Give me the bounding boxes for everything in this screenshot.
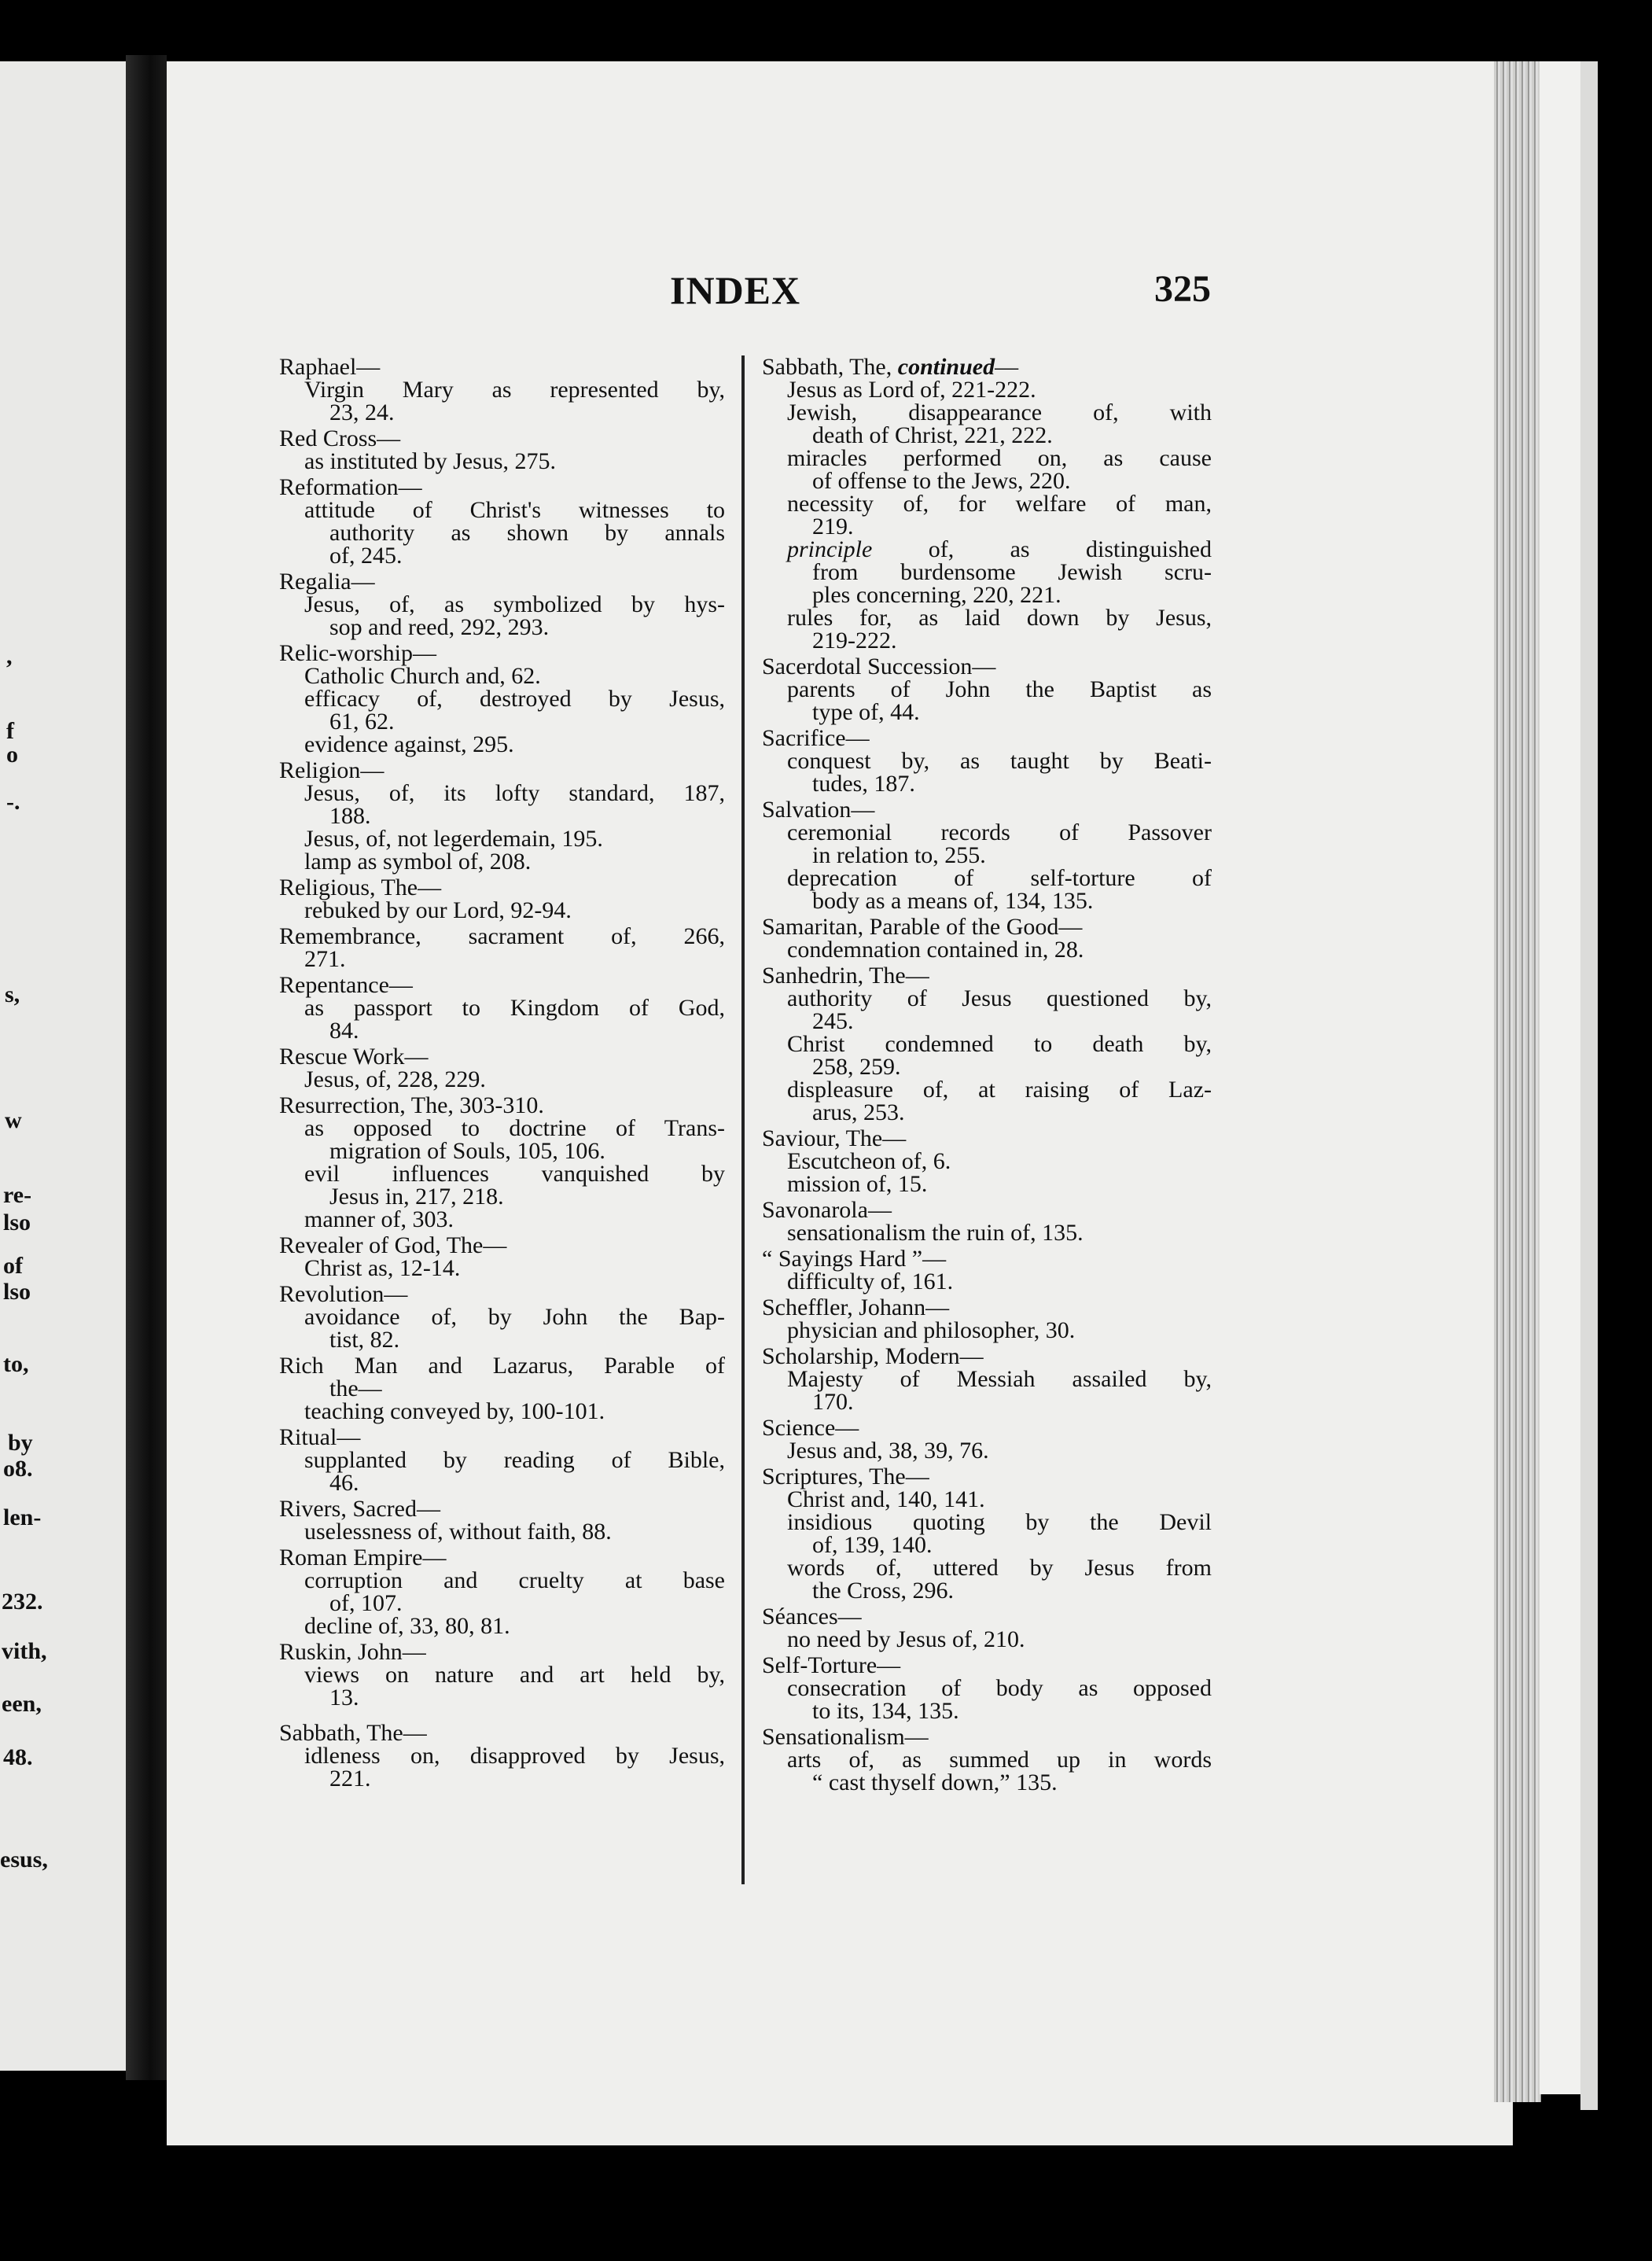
- index-subentry: words of, uttered by Jesus from: [787, 1555, 1212, 1581]
- index-subentry: necessity of, for welfare of man,: [787, 491, 1212, 517]
- index-subentry: Jesus, of, 228, 229.: [304, 1066, 486, 1092]
- index-subentry: mission of, 15.: [787, 1171, 928, 1197]
- index-continuation-line: 245.: [812, 1008, 854, 1034]
- index-continuation-line: 46.: [329, 1470, 359, 1496]
- index-heading: Red Cross—: [279, 425, 401, 451]
- index-entry: [279, 1426, 725, 1494]
- index-heading: Raphael—: [279, 354, 381, 380]
- index-subentry: miracles performed on, as cause: [787, 445, 1212, 471]
- index-continuation-line: from burdensome Jewish scru-: [812, 559, 1212, 585]
- index-continuation-line: in relation to, 255.: [812, 842, 986, 868]
- index-entry: [762, 1725, 1212, 1794]
- index-entry: [279, 1094, 725, 1231]
- index-entry: [279, 642, 725, 756]
- index-subentry: ceremonial records of Passover: [787, 819, 1212, 845]
- index-subentry: Jewish, disappearance of, with: [787, 400, 1212, 425]
- facing-page-fragment: ,: [6, 643, 13, 669]
- index-entry: [279, 355, 725, 424]
- index-heading: Scheffler, Johann—: [762, 1294, 950, 1320]
- index-entry: [762, 915, 1212, 961]
- index-subentry: Christ condemned to death by,: [787, 1031, 1212, 1057]
- index-heading: Sacrifice—: [762, 725, 870, 751]
- index-continuation-line: Jesus in, 217, 218.: [329, 1184, 504, 1210]
- index-continuation-line: the Cross, 296.: [812, 1578, 954, 1604]
- book-cover-edge: [1540, 61, 1580, 2094]
- index-heading: Savonarola—: [762, 1197, 892, 1223]
- index-entry: [762, 1296, 1212, 1342]
- index-heading: Sanhedrin, The—: [762, 963, 929, 989]
- index-subentry: as opposed to doctrine of Trans-: [304, 1115, 725, 1141]
- index-subentry: corruption and cruelty at base: [304, 1567, 725, 1593]
- index-heading: Resurrection, The, 303-310.: [279, 1092, 544, 1118]
- index-heading: Samaritan, Parable of the Good—: [762, 914, 1083, 940]
- index-continuation-line: 13.: [329, 1685, 359, 1710]
- index-heading: Ritual—: [279, 1424, 361, 1450]
- index-continuation-line: of, 139, 140.: [812, 1532, 933, 1558]
- index-subentry: as instituted by Jesus, 275.: [304, 448, 556, 474]
- index-entry: [279, 1641, 725, 1709]
- index-heading: Rich Man and Lazarus, Parable of: [279, 1353, 725, 1379]
- index-subentry: authority of Jesus questioned by,: [787, 985, 1212, 1011]
- index-subentry: decline of, 33, 80, 81.: [304, 1613, 510, 1639]
- index-heading: Salvation—: [762, 797, 875, 823]
- index-heading: Ruskin, John—: [279, 1639, 426, 1665]
- index-continuation-line: “ cast thyself down,” 135.: [812, 1769, 1058, 1795]
- index-subentry: Christ and, 140, 141.: [787, 1486, 985, 1512]
- index-heading: Religion—: [279, 757, 384, 783]
- index-heading: Sensationalism—: [762, 1724, 929, 1750]
- index-subentry: no need by Jesus of, 210.: [787, 1626, 1025, 1652]
- index-entry: [279, 925, 725, 970]
- facing-page-fragment: o8.: [3, 1456, 33, 1482]
- index-entry: [762, 1247, 1212, 1293]
- index-heading: Relic-worship—: [279, 640, 436, 666]
- index-subentry: uselessness of, without faith, 88.: [304, 1519, 612, 1545]
- index-entry: [279, 1234, 725, 1280]
- index-heading: Science—: [762, 1415, 859, 1441]
- index-subentry: principle of, as distinguished: [787, 536, 1212, 562]
- index-continuation-line: death of Christ, 221, 222.: [812, 422, 1053, 448]
- index-continuation-line: 221.: [329, 1766, 371, 1791]
- index-entry: [279, 759, 725, 873]
- index-continuation-line: migration of Souls, 105, 106.: [329, 1138, 605, 1164]
- index-column-right: [762, 355, 1212, 1797]
- index-entry: [762, 1654, 1212, 1722]
- index-heading: Sabbath, The—: [279, 1720, 427, 1746]
- facing-page-fragment: lso: [3, 1210, 31, 1235]
- page-number: 325: [1154, 268, 1211, 310]
- index-subentry: Virgin Mary as represented by,: [304, 377, 725, 403]
- index-heading: Roman Empire—: [279, 1545, 447, 1571]
- index-entry: [279, 1497, 725, 1543]
- index-subentry: consecration of body as opposed: [787, 1675, 1212, 1701]
- facing-page-fragment: vith,: [2, 1638, 47, 1664]
- index-heading: Saviour, The—: [762, 1125, 907, 1151]
- index-continuation-line: of offense to the Jews, 220.: [812, 468, 1071, 494]
- index-subentry: Jesus, of, as symbolized by hys-: [304, 591, 725, 617]
- index-subentry: views on nature and art held by,: [304, 1662, 725, 1688]
- facing-page-fragment: een,: [2, 1691, 42, 1717]
- index-column-left: [279, 355, 725, 1793]
- index-continuation-line: 219-222.: [812, 628, 897, 654]
- index-subentry: rebuked by our Lord, 92-94.: [304, 897, 572, 923]
- index-entry: [762, 727, 1212, 795]
- facing-page-fragment: o: [6, 742, 18, 768]
- index-subentry: Jesus and, 38, 39, 76.: [787, 1438, 989, 1464]
- index-subentry: Jesus, of, not legerdemain, 195.: [304, 826, 603, 852]
- index-continuation-line: body as a means of, 134, 135.: [812, 888, 1094, 914]
- index-heading: Sacerdotal Succession—: [762, 654, 996, 679]
- index-heading: Reformation—: [279, 474, 422, 500]
- index-heading: Regalia—: [279, 569, 375, 595]
- running-head: [275, 267, 1211, 315]
- index-heading: Scholarship, Modern—: [762, 1343, 984, 1369]
- facing-page-fragment: s,: [5, 981, 20, 1007]
- index-subentry: Christ as, 12-14.: [304, 1255, 461, 1281]
- index-subentry: lamp as symbol of, 208.: [304, 849, 532, 875]
- index-entry: [762, 355, 1212, 652]
- index-heading: Rescue Work—: [279, 1044, 429, 1070]
- index-continuation-line: sop and reed, 292, 293.: [329, 614, 550, 640]
- index-subentry: 271.: [304, 946, 346, 972]
- index-heading: Remembrance, sacrament of, 266,: [279, 923, 725, 949]
- index-continuation-line: the—: [329, 1375, 382, 1401]
- book-gutter: [126, 55, 167, 2080]
- index-entry: [762, 798, 1212, 912]
- index-entry: [762, 1127, 1212, 1195]
- index-heading: Repentance—: [279, 972, 413, 998]
- index-subentry: condemnation contained in, 28.: [787, 937, 1084, 963]
- index-continuation-line: 188.: [329, 803, 371, 829]
- index-subentry: supplanted by reading of Bible,: [304, 1447, 725, 1473]
- index-subentry: arts of, as summed up in words: [787, 1747, 1212, 1773]
- facing-page-fragment: to,: [3, 1351, 29, 1377]
- index-subentry: teaching conveyed by, 100-101.: [304, 1398, 605, 1424]
- index-continuation-line: 219.: [812, 514, 854, 539]
- index-subentry: attitude of Christ's witnesses to: [304, 497, 725, 523]
- index-continuation-line: type of, 44.: [812, 699, 920, 725]
- index-subentry: Majesty of Messiah assailed by,: [787, 1366, 1212, 1392]
- index-entry: [279, 1722, 725, 1790]
- index-entry: [279, 1354, 725, 1423]
- facing-page-fragment: len-: [3, 1504, 42, 1530]
- index-heading: Scriptures, The—: [762, 1464, 929, 1490]
- index-heading: Sabbath, The, continued—: [762, 354, 1019, 380]
- index-entry: [279, 570, 725, 639]
- index-entry: [762, 1416, 1212, 1462]
- index-heading: Revolution—: [279, 1281, 408, 1307]
- index-subentry: idleness on, disapproved by Jesus,: [304, 1743, 725, 1769]
- index-entry: [762, 655, 1212, 724]
- facing-page-fragment: -.: [6, 789, 20, 815]
- facing-page-fragment: 48.: [3, 1744, 33, 1770]
- index-subentry: Jesus, of, its lofty standard, 187,: [304, 780, 725, 806]
- index-heading: “ Sayings Hard ”—: [762, 1246, 947, 1272]
- index-entry: [279, 476, 725, 567]
- index-subentry: Jesus as Lord of, 221-222.: [787, 377, 1036, 403]
- index-continuation-line: 84.: [329, 1018, 359, 1044]
- index-entry: [279, 876, 725, 922]
- index-entry: [762, 964, 1212, 1124]
- index-subentry: displeasure of, at raising of Laz-: [787, 1077, 1212, 1103]
- index-continuation-line: of, 107.: [329, 1590, 403, 1616]
- index-continuation-line: tist, 82.: [329, 1327, 400, 1353]
- page-edges: [1494, 61, 1541, 2102]
- index-continuation-line: 258, 259.: [812, 1054, 901, 1080]
- index-continuation-line: authority as shown by annals: [329, 520, 725, 546]
- index-entry: [279, 1546, 725, 1637]
- index-subentry: Escutcheon of, 6.: [787, 1148, 951, 1174]
- index-heading: Séances—: [762, 1604, 862, 1629]
- index-continuation-line: to its, 134, 135.: [812, 1698, 959, 1724]
- index-subentry: parents of John the Baptist as: [787, 676, 1212, 702]
- index-entry: [762, 1345, 1212, 1413]
- index-subentry: insidious quoting by the Devil: [787, 1509, 1212, 1535]
- index-subentry: evidence against, 295.: [304, 731, 514, 757]
- index-entry: [279, 1045, 725, 1091]
- index-continuation-line: tudes, 187.: [812, 771, 915, 797]
- index-subentry: as passport to Kingdom of God,: [304, 995, 725, 1021]
- index-subentry: deprecation of self-torture of: [787, 865, 1212, 891]
- facing-page-fragment: esus,: [0, 1847, 48, 1873]
- index-continuation-line: arus, 253.: [812, 1099, 905, 1125]
- book-cover-edge-shadow: [1580, 61, 1598, 2110]
- index-subentry: manner of, 303.: [304, 1206, 454, 1232]
- column-rule: [741, 355, 745, 1884]
- index-subentry: sensationalism the ruin of, 135.: [787, 1220, 1084, 1246]
- facing-page-fragment: of: [3, 1253, 23, 1279]
- index-entry: [762, 1605, 1212, 1651]
- facing-page-fragment: f: [6, 718, 14, 744]
- index-entry: [279, 974, 725, 1042]
- index-subentry: avoidance of, by John the Bap-: [304, 1304, 725, 1330]
- facing-page-fragment: lso: [3, 1279, 31, 1305]
- index-subentry: evil influences vanquished by: [304, 1161, 725, 1187]
- index-subentry: difficulty of, 161.: [787, 1269, 954, 1294]
- index-subentry: efficacy of, destroyed by Jesus,: [304, 686, 725, 712]
- facing-page-fragment: w: [5, 1107, 22, 1133]
- index-heading: Rivers, Sacred—: [279, 1496, 440, 1522]
- index-continuation-line: of, 245.: [329, 543, 403, 569]
- index-entry: [279, 427, 725, 473]
- facing-page-fragment: 232.: [2, 1589, 43, 1615]
- index-heading: Self-Torture—: [762, 1652, 901, 1678]
- index-subentry: rules for, as laid down by Jesus,: [787, 605, 1212, 631]
- index-continuation-line: 170.: [812, 1389, 854, 1415]
- facing-page-fragment: by: [8, 1430, 33, 1456]
- index-entry: [762, 1199, 1212, 1244]
- page-title: INDEX: [670, 268, 801, 312]
- index-subentry: conquest by, as taught by Beati-: [787, 748, 1212, 774]
- index-continuation-line: 23, 24.: [329, 400, 395, 425]
- index-heading: Revealer of God, The—: [279, 1232, 507, 1258]
- index-subentry: physician and philosopher, 30.: [787, 1317, 1076, 1343]
- index-entry: [279, 1283, 725, 1351]
- index-subentry: Catholic Church and, 62.: [304, 663, 541, 689]
- index-heading: Religious, The—: [279, 875, 442, 900]
- index-continuation-line: ples concerning, 220, 221.: [812, 582, 1061, 608]
- index-entry: [762, 1465, 1212, 1602]
- facing-page-fragment: re-: [3, 1182, 32, 1208]
- scan-border: [1598, 61, 1652, 2261]
- index-continuation-line: 61, 62.: [329, 709, 395, 735]
